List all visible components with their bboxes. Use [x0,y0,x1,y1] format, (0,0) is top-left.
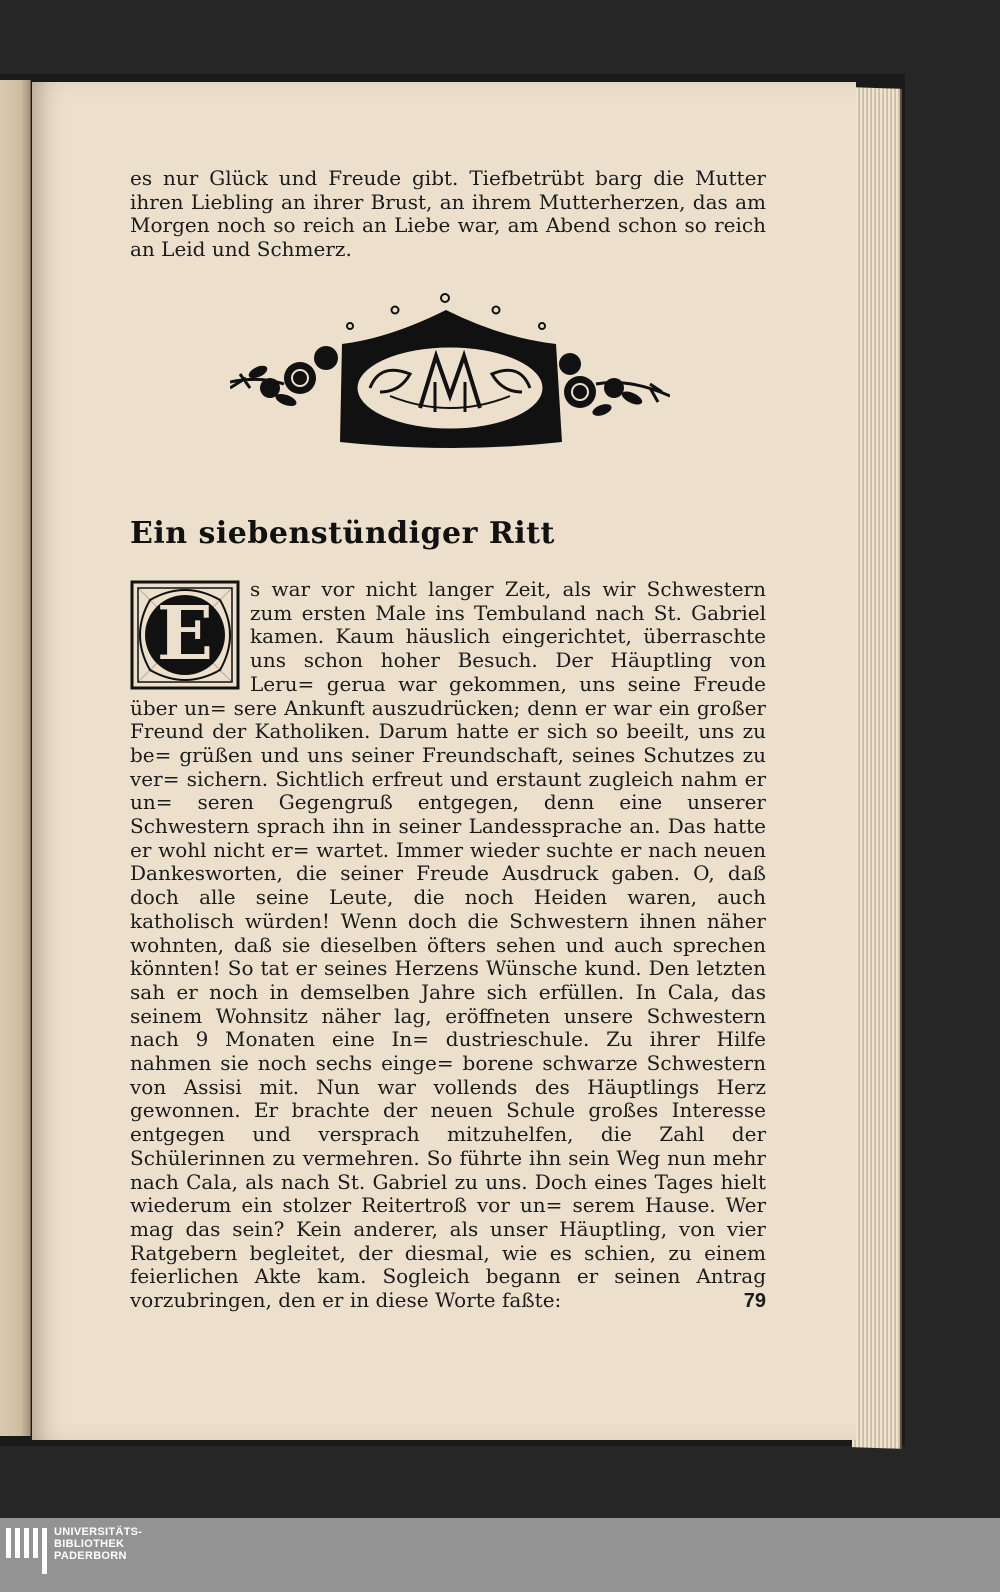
logo-line: PADERBORN [54,1550,127,1562]
library-logo [6,1526,146,1584]
intro-text: es nur Glück und Freude gibt. Tiefbetrübt barg die Mutter ihren Liebling an ihrer Brust, an ihrem Mutterherzen, das am Morgen noch so reich an Liebe war, am Abend schon so reich an Leid und Schmerz. [130,166,766,262]
library-logo-icon [6,1528,50,1574]
logo-line: UNIVERSITÄTS- [54,1526,143,1538]
decorative-initial [130,580,240,690]
page-number: 79 [743,1290,766,1312]
chapter-body [130,578,766,1313]
page-stack-edges [852,87,902,1449]
library-logo-text [54,1526,142,1562]
marian-monogram-crown-roses-icon [230,292,670,460]
facing-page-edge [0,80,31,1436]
chapter-body-text: s war vor nicht langer Zeit, als wir Schwestern zum ersten Male ins Tembuland nach St. Gabriel kamen. Kaum häuslich eingerichtet, überraschte uns schon hoher Besuch. Der Häuptling von Leru= gerua war gekommen, uns seine Freude über un= sere Ankunft auszudrücken; denn er war ein großer Freund der Katholiken. Darum hatte er sich so beeilt, uns zu be= grüßen und uns seiner Freundschaft, seines Schutzes zu ver= sichern. Sichtlich erfreut und erstaunt zugleich nahm er un= seren Gegengruß entgegen, denn eine unserer Schwestern sprach ihn in seiner Landessprache an. Das hatte er wohl nicht er= wartet. Immer wieder suchte er nach neuen Dankesworten, die seiner Freude Ausdruck gaben. O, daß doch alle seine Leute, die noch Heiden waren, auch katholisch würden! Wenn doch die Schwestern ihnen näher wohnten, daß sie dieselben öfters sehen und auch sprechen könnten! So tat er seines Herzens Wünsche kund. Den letzten sah er noch in demselben Jahre sich erfüllen. In Cala, das seinem Wohnsitz näher lag, eröffneten unsere Schwestern nach 9 Monaten eine In= dustrieschule. Zu ihrer Hilfe nahmen sie noch sechs einge= borene schwarze Schwestern von Assisi mit. Nun war vollends des Häuptlings Herz gewonnen. Er brachte der neuen Schule großes Interesse entgegen und versprach mitzuhelfen, die Zahl der Schülerinnen zu vermehren. So führte ihn sein Weg nun mehr nach Cala, als nach St. Gabriel zu uns. Doch eines Tages hielt wiederum ein stolzer Reitertroß vor un= serem Hause. Wer mag das sein? Kein anderer, als unser Häuptling, von vier Ratgebern begleitet, der diesmal, wie es schien, zu einem feierlichen Akte kam. Sogleich begann er seinen Antrag vorzubringen, den er in diese Worte faßte: [130,577,766,1313]
chapter-title: Ein siebenstündiger Ritt [130,516,555,551]
intro-paragraph [130,167,766,262]
footer-bar [0,1518,1000,1592]
decorative-initial-letter: E [156,591,214,678]
logo-line: BIBLIOTHEK [54,1538,125,1550]
